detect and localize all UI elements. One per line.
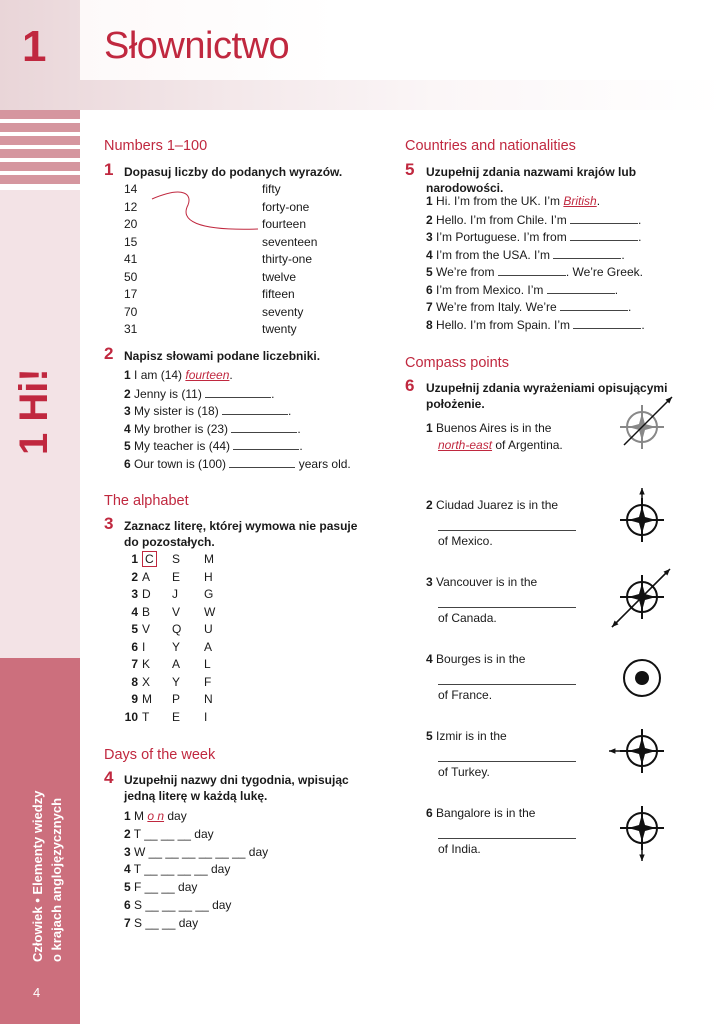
section-heading-numbers: Numbers 1–100 (104, 138, 208, 154)
exercise-instruction (426, 164, 636, 196)
list-item (124, 420, 301, 439)
item-text: Hello. I’m from Chile. I’m (432, 212, 571, 227)
item-text: Bourges is in the (432, 652, 526, 666)
item-number: 1 (426, 194, 433, 208)
item-text: . (638, 212, 642, 227)
item-text: Izmir is in the (432, 729, 507, 743)
letter-option[interactable]: Y (172, 639, 181, 654)
letter-option[interactable] (142, 709, 149, 727)
letter-option[interactable] (142, 604, 150, 622)
item-number: 2 (426, 498, 433, 512)
item-text: day (164, 809, 187, 823)
answer-blank[interactable] (498, 263, 566, 276)
item-text: . (641, 317, 645, 332)
item-number: 8 (426, 317, 433, 332)
item-number: 5 (124, 439, 131, 453)
item-text: I am (14) (130, 368, 186, 382)
section-heading-countries: Countries and nationalities (405, 138, 576, 154)
exercise-instruction (124, 772, 349, 804)
letter-option[interactable]: W (204, 604, 216, 619)
letter-text: A (142, 569, 151, 584)
letter-text: K (142, 657, 151, 671)
list-item (124, 915, 198, 933)
section-heading-compass: Compass points (405, 355, 509, 371)
item-number: 5 (124, 880, 131, 895)
sidebar-topic (28, 791, 66, 962)
letter-option[interactable]: Y (172, 674, 181, 689)
unit-number: 1 (22, 22, 47, 71)
item-text: Vancouver is in the (432, 575, 538, 589)
letter-option[interactable]: V (172, 604, 181, 619)
letter-option[interactable] (142, 639, 145, 657)
answer-blank[interactable] (570, 211, 638, 224)
list-item (124, 879, 197, 897)
instruction-line: Zaznacz literę, której wymowa nie pasuje (124, 519, 358, 533)
compass-icon (607, 392, 677, 462)
letter-option[interactable] (142, 551, 157, 569)
list-item (426, 574, 537, 592)
list-item (426, 281, 618, 300)
match-word: twenty (262, 322, 297, 336)
exercise-number: 1 (104, 160, 114, 179)
list-item (124, 808, 187, 826)
letter-text: M (142, 692, 152, 706)
answer-blank[interactable] (231, 420, 297, 433)
item-text: Our town is (100) (130, 456, 230, 471)
sidebar-unit-label: 1 Hi! (12, 368, 56, 455)
exercise-number: 4 (104, 768, 114, 787)
answer-blank[interactable] (560, 298, 628, 311)
sidebar-stripes (0, 110, 80, 190)
item-text: of Turkey. (438, 765, 490, 779)
item-text: . (288, 404, 292, 418)
letter-option[interactable] (142, 674, 150, 692)
instruction-line: jedną literę w każdą lukę. (124, 789, 268, 803)
match-number: 12 (124, 199, 138, 214)
match-number: 15 (124, 234, 138, 249)
section-heading-days: Days of the week (104, 747, 216, 763)
list-item (426, 497, 558, 515)
instruction-line: Uzupełnij nazwy dni tygodnia, wpisując (124, 773, 349, 787)
instruction-line: do pozostałych. (124, 535, 215, 549)
item-text: S __ __ __ __ day (130, 898, 232, 912)
item-text: T __ __ __ __ day (130, 862, 231, 877)
letter-option[interactable] (142, 656, 150, 674)
compass-icon (607, 562, 677, 632)
letter-text: B (142, 604, 151, 619)
letter-option[interactable]: Q (172, 622, 182, 636)
exercise-number: 5 (405, 160, 415, 179)
match-word: seventeen (262, 234, 318, 249)
letter-option[interactable]: J (172, 587, 178, 601)
exercise-instruction: Napisz słowami podane liczebniki. (124, 349, 321, 363)
match-number: 50 (124, 269, 138, 284)
match-number: 31 (124, 322, 138, 336)
letter-option[interactable] (142, 569, 150, 587)
item-text: . We’re Greek. (565, 265, 643, 279)
list-item (124, 402, 291, 421)
letter-option[interactable]: A (204, 639, 213, 654)
item-text: . (621, 247, 625, 262)
answer-blank[interactable] (438, 826, 576, 839)
item-number: 1 (426, 421, 433, 435)
letter-option[interactable]: I (204, 709, 208, 724)
exercise-number: 2 (104, 344, 114, 363)
instruction-line: Uzupełnij zdania wyrażeniami opisującymi (426, 381, 668, 395)
item-number: 2 (124, 386, 131, 401)
item-text: . (297, 421, 301, 436)
letter-option[interactable]: N (204, 692, 213, 706)
list-item (438, 610, 497, 628)
match-number: 41 (124, 252, 138, 266)
answer-blank[interactable] (438, 595, 576, 608)
match-number: 70 (124, 304, 138, 319)
item-text: I’m Portuguese. I’m from (432, 230, 571, 244)
item-number: 2 (124, 826, 131, 841)
letter-option[interactable]: L (204, 657, 211, 671)
letter-option[interactable] (142, 586, 151, 604)
item-number: 4 (426, 247, 433, 262)
list-item (124, 437, 303, 456)
item-number: 5 (426, 265, 433, 279)
list-item (438, 841, 481, 859)
page-number: 4 (33, 985, 41, 1000)
letter-option[interactable]: A (172, 657, 181, 671)
item-number: 7 (426, 300, 433, 314)
item-text: . (596, 194, 601, 208)
letter-option[interactable]: H (204, 569, 213, 584)
item-text: T __ __ __ day (130, 826, 214, 841)
item-number: 2 (131, 569, 138, 584)
exercise-instruction: Dopasuj liczby do podanych wyrazów. (124, 165, 343, 179)
item-number: 6 (124, 456, 131, 471)
item-number: 1 (131, 552, 138, 566)
list-item (124, 897, 231, 915)
answer-example: fourteen (185, 368, 230, 382)
item-number: 8 (131, 674, 138, 689)
letter-option[interactable]: G (204, 587, 214, 601)
letter-text: V (142, 622, 151, 636)
item-number: 10 (124, 709, 138, 724)
list-item (124, 844, 268, 862)
instruction-line: narodowości. (426, 181, 504, 195)
match-word: thirty-one (262, 252, 313, 266)
item-text: . (299, 439, 303, 453)
item-text: Bangalore is in the (432, 806, 536, 820)
page-title: Słownictwo (104, 25, 290, 67)
compass-icon (607, 485, 677, 555)
letter-circled: C (142, 551, 157, 567)
item-number: 6 (426, 282, 433, 297)
item-number: 7 (131, 657, 138, 671)
answer-blank[interactable] (222, 402, 288, 415)
sidebar-topic-line1: Człowiek • Elementy wiedzy (30, 790, 45, 962)
answer-example: British (563, 194, 597, 208)
item-text: My sister is (18) (130, 404, 223, 418)
matching-line (150, 185, 260, 240)
list-item (438, 437, 563, 455)
list-item (426, 193, 600, 211)
item-text: . (271, 386, 275, 401)
item-text: I’m from Mexico. I’m (432, 282, 547, 297)
match-word: seventy (262, 304, 304, 319)
list-item (426, 316, 645, 335)
item-number: 3 (426, 230, 433, 244)
match-number: 20 (124, 217, 138, 231)
item-text: of France. (438, 688, 493, 702)
list-item (426, 246, 625, 265)
exercise-instruction (124, 518, 357, 550)
item-number: 7 (124, 915, 131, 930)
item-text: My brother is (23) (130, 421, 232, 436)
list-item (124, 455, 351, 474)
item-text: Hi. I’m from the UK. I’m (432, 194, 564, 208)
item-text: . (628, 300, 632, 314)
instruction-line: położenie. (426, 397, 485, 411)
list-item (124, 826, 214, 844)
letter-option[interactable]: S (172, 552, 181, 566)
match-word: fourteen (262, 217, 307, 231)
instruction-line: Uzupełnij zdania nazwami krajów lub (426, 165, 637, 179)
answer-blank[interactable] (438, 672, 576, 685)
letter-text: I (142, 639, 146, 654)
letter-text: X (142, 674, 151, 689)
match-word: forty-one (262, 199, 310, 214)
match-word: fifteen (262, 287, 295, 301)
list-item (426, 651, 525, 669)
item-text: of Mexico. (438, 534, 493, 548)
list-item (438, 764, 490, 782)
item-number: 4 (131, 604, 138, 619)
list-item (426, 263, 643, 282)
answer-blank[interactable] (573, 316, 641, 329)
letter-option[interactable]: F (204, 674, 212, 689)
item-number: 4 (124, 862, 131, 877)
item-number: 4 (124, 421, 131, 436)
item-text: of Argentina. (492, 438, 563, 452)
letter-option[interactable] (142, 691, 152, 709)
item-text: . (229, 368, 233, 382)
list-item (426, 211, 641, 230)
letter-option[interactable]: P (172, 692, 181, 706)
section-heading-alphabet: The alphabet (104, 493, 189, 509)
item-number: 5 (426, 729, 433, 743)
answer-blank[interactable] (233, 437, 299, 450)
letter-text: T (142, 709, 150, 724)
item-text: I’m from the USA. I’m (432, 247, 554, 262)
match-word: fifty (262, 182, 281, 196)
item-text: We’re from Italy. We’re (432, 300, 561, 314)
answer-blank[interactable] (553, 246, 621, 259)
list-item (438, 533, 493, 551)
item-number: 6 (124, 898, 131, 912)
letter-option[interactable]: E (172, 569, 181, 584)
item-number: 4 (426, 652, 433, 666)
exercise-number: 6 (405, 376, 415, 395)
item-text: . (638, 230, 642, 244)
item-number: 3 (124, 404, 131, 418)
letter-option[interactable]: U (204, 622, 213, 636)
exercise-number: 3 (104, 514, 114, 533)
match-number: 14 (124, 182, 138, 196)
list-item (426, 228, 641, 247)
compass-icon (607, 643, 677, 713)
letter-text: D (142, 587, 151, 601)
list-item (426, 728, 507, 746)
item-number: 6 (426, 806, 433, 820)
answer-blank[interactable] (205, 385, 271, 398)
item-text: W __ __ __ __ __ __ day (130, 844, 269, 859)
sidebar-topic-line2: o krajach anglojęzycznych (49, 797, 64, 962)
match-number: 17 (124, 287, 138, 301)
answer-blank[interactable] (438, 518, 576, 531)
list-item (124, 385, 275, 404)
item-number: 6 (131, 639, 138, 654)
item-text: Hello. I’m from Spain. I’m (432, 317, 574, 332)
letter-option[interactable]: E (172, 709, 181, 724)
item-text: F __ __ day (130, 880, 198, 895)
answer-example: north-east (438, 438, 493, 452)
item-number: 5 (131, 622, 138, 636)
list-item (426, 805, 535, 823)
item-text: . (614, 282, 619, 297)
item-number: 3 (426, 575, 433, 589)
list-item (426, 420, 551, 438)
item-text: of India. (438, 842, 481, 856)
item-text: M (130, 809, 148, 823)
item-number: 9 (131, 692, 138, 706)
item-text: of Canada. (438, 611, 497, 625)
answer-example: o n (147, 809, 165, 823)
item-text: My teacher is (44) (130, 439, 234, 453)
list-item (438, 687, 492, 705)
answer-blank[interactable] (547, 281, 615, 294)
list-item (124, 367, 233, 385)
item-number: 1 (124, 809, 131, 823)
compass-icon (607, 716, 677, 786)
item-text: S __ __ day (130, 915, 199, 930)
item-text: years old. (295, 456, 351, 471)
list-item (124, 861, 230, 879)
letter-option[interactable] (142, 621, 150, 639)
answer-blank[interactable] (570, 228, 638, 241)
item-number: 3 (131, 587, 138, 601)
item-number: 1 (124, 368, 131, 382)
answer-blank[interactable] (229, 455, 295, 468)
item-number: 2 (426, 212, 433, 227)
item-text: Buenos Aires is in the (432, 421, 552, 435)
answer-blank[interactable] (438, 749, 576, 762)
item-text: Ciudad Juarez is in the (432, 498, 559, 512)
list-item (426, 298, 631, 317)
match-word: twelve (262, 269, 297, 284)
letter-option[interactable]: M (204, 552, 214, 566)
compass-icon (607, 793, 677, 863)
item-text: Jenny is (11) (130, 386, 206, 401)
item-number: 3 (124, 844, 131, 859)
item-text: We’re from (432, 265, 498, 279)
